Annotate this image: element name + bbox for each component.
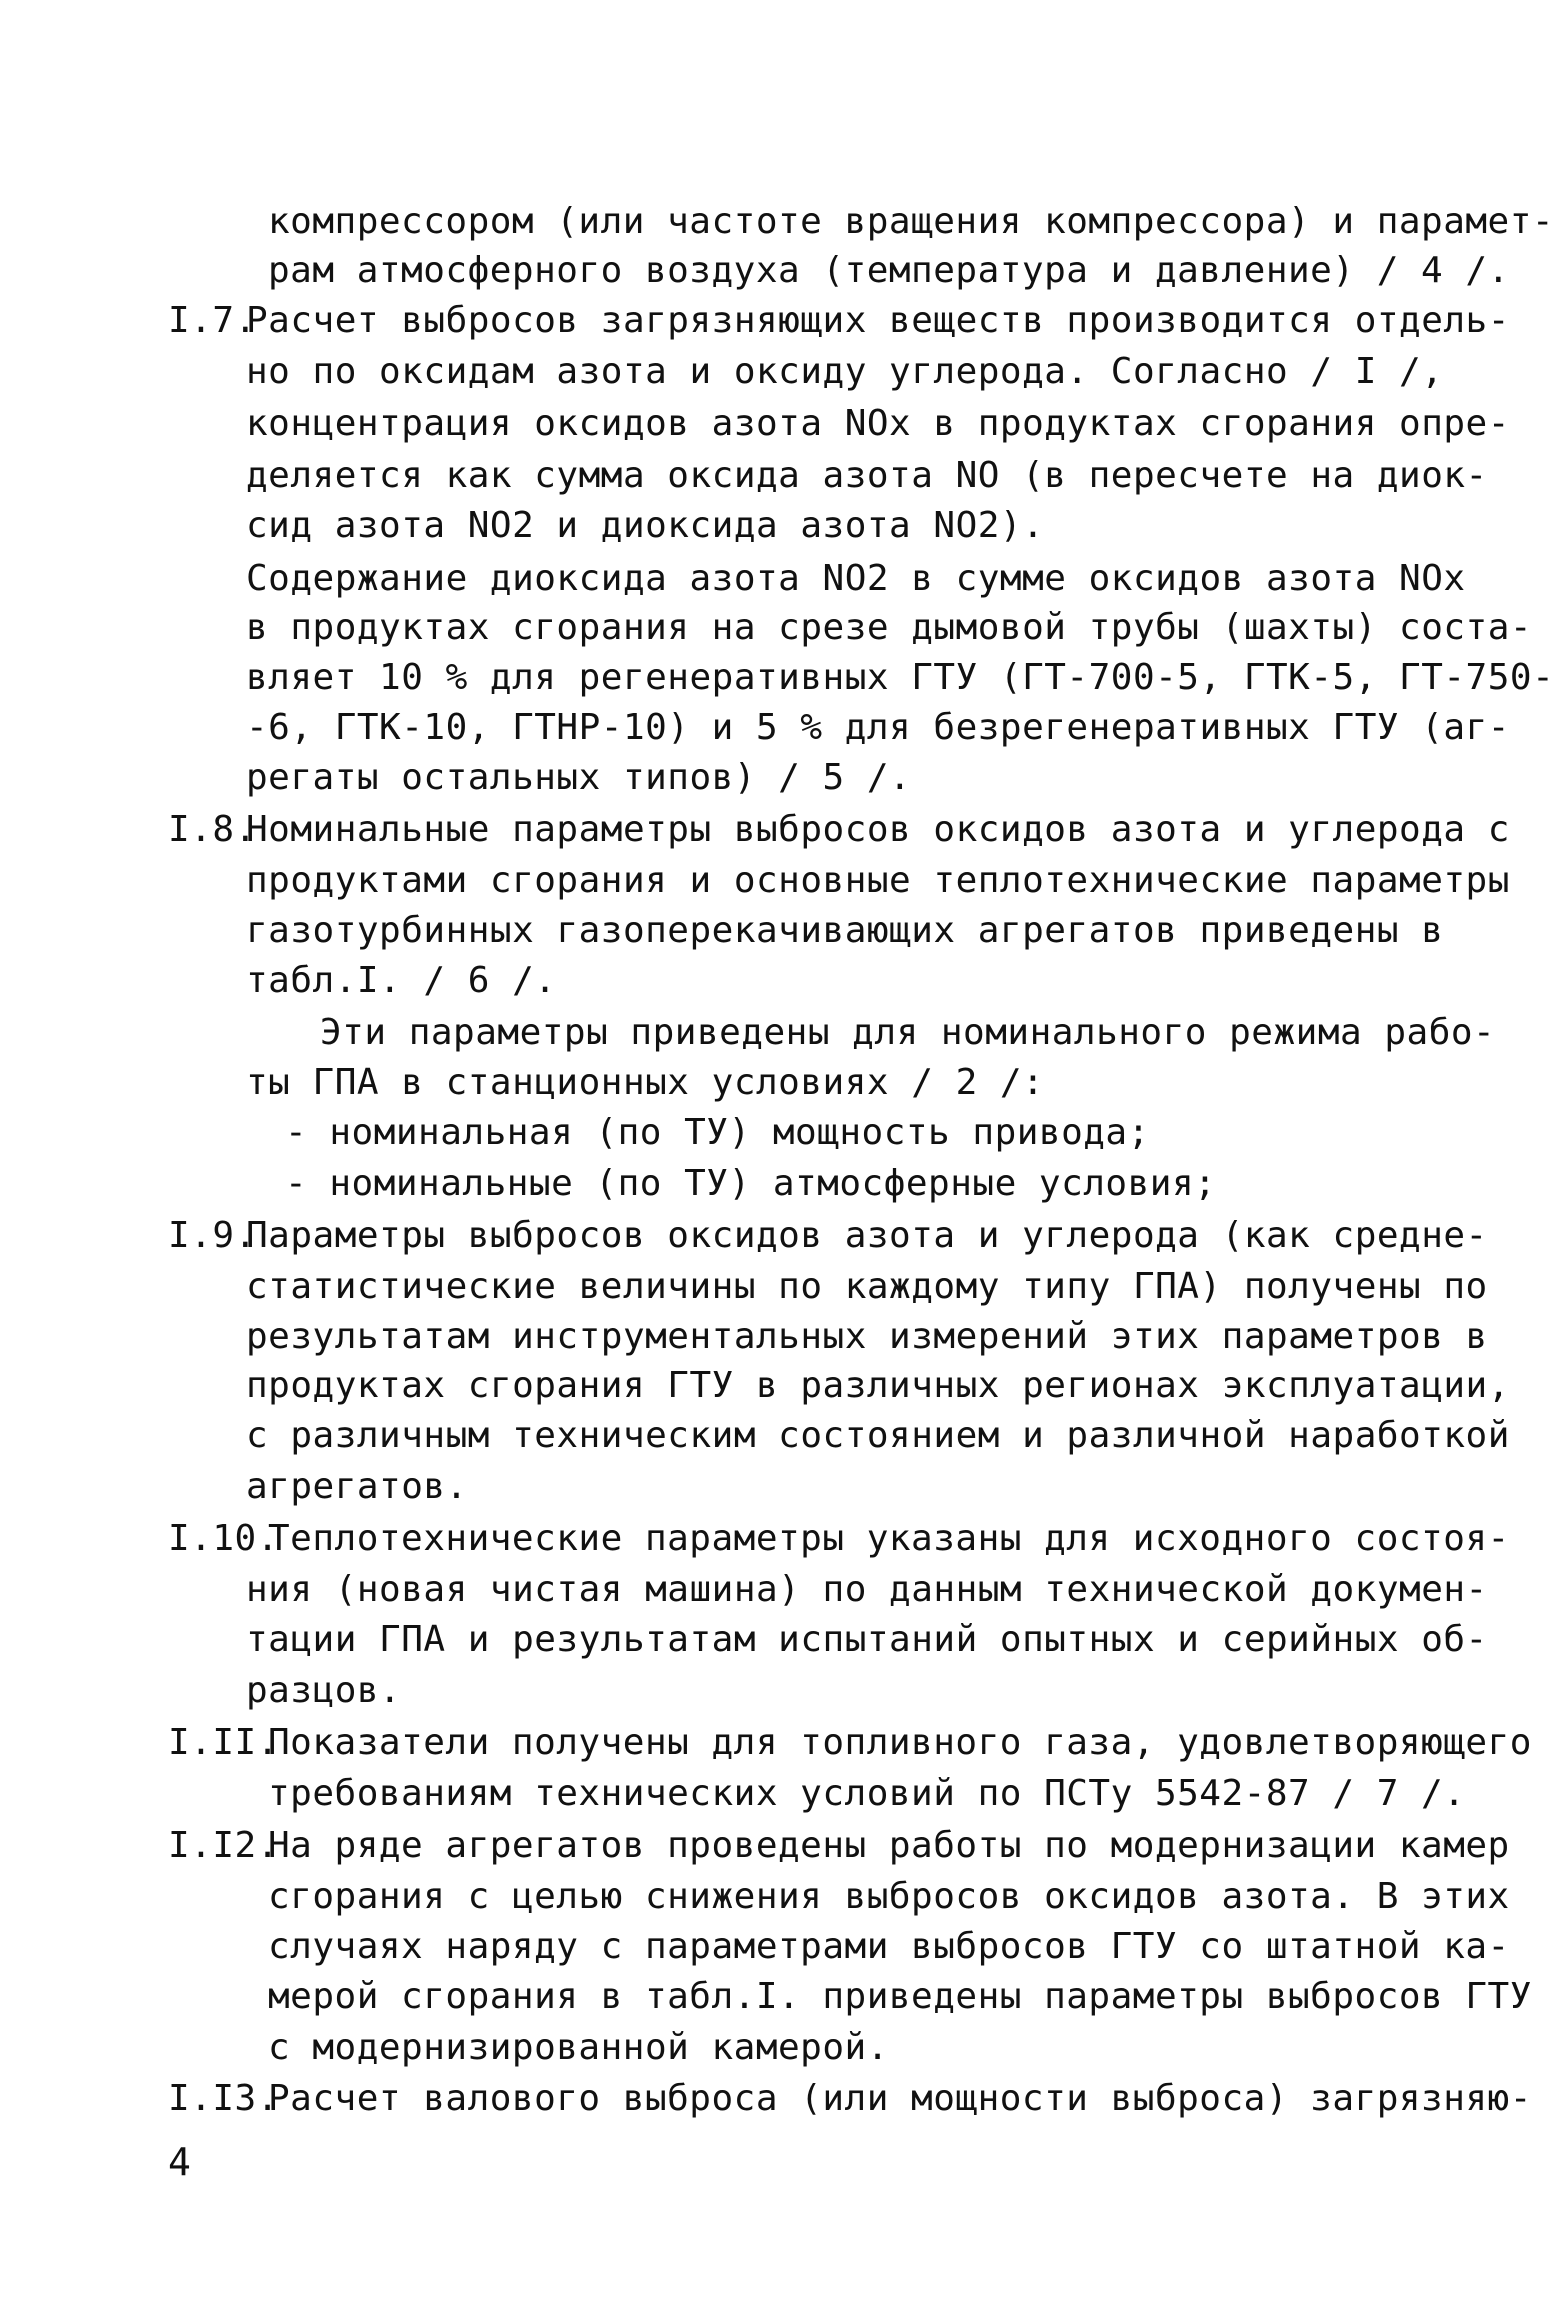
page-number: 4 — [168, 2140, 191, 2184]
line-text: Номинальные параметры выбросов оксидов азота и углерода с — [246, 809, 1510, 850]
clause-number: I.I2. — [168, 1825, 279, 1866]
line-text: сгорания с целью снижения выбросов оксидов азота. В этих — [268, 1876, 1510, 1917]
line-text: в продуктах сгорания на срезе дымовой трубы (шахты) соста- — [246, 607, 1533, 648]
line-text: статистические величины по каждому типу ГПА) получены по — [246, 1266, 1488, 1307]
line-text: агрегатов. — [246, 1466, 468, 1507]
line-text: ты ГПА в станционных условиях / 2 /: — [246, 1062, 1045, 1103]
clause-number: I.8. — [168, 809, 257, 850]
line-text: Содержание диоксида азота NO2 в сумме оксидов азота NOx — [246, 558, 1466, 599]
line-text: Теплотехнические параметры указаны для исходного состоя- — [268, 1518, 1510, 1559]
clause-number: I.I3. — [168, 2078, 279, 2119]
line-text: с различным техническим состоянием и различной наработкой — [246, 1415, 1510, 1456]
line-text: - номинальные (по ТУ) атмосферные условия; — [285, 1163, 1217, 1204]
line-text: случаях наряду с параметрами выбросов ГТУ со штатной ка- — [268, 1926, 1510, 1967]
line-text: тации ГПА и результатам испытаний опытных и серийных об- — [246, 1619, 1488, 1660]
line-text: Параметры выбросов оксидов азота и углерода (как средне- — [246, 1215, 1488, 1256]
line-text: Расчет выбросов загрязняющих веществ производится отдель- — [246, 300, 1510, 341]
line-text: разцов. — [246, 1670, 402, 1711]
line-text: продуктами сгорания и основные теплотехнические параметры — [246, 860, 1510, 901]
line-text: вляет 10 % для регенеративных ГТУ (ГТ-700-5, ГТК-5, ГТ-750- — [246, 657, 1555, 698]
clause-number: I.7. — [168, 300, 257, 341]
line-text: но по оксидам азота и оксиду углерода. Согласно / I /, — [246, 351, 1444, 392]
line-text: концентрация оксидов азота NOx в продуктах сгорания опре- — [246, 403, 1510, 444]
line-text: - номинальная (по ТУ) мощность привода; — [285, 1112, 1150, 1153]
clause-number: I.9. — [168, 1215, 257, 1256]
line-text: с модернизированной камерой. — [268, 2027, 889, 2068]
line-text: -6, ГТК-10, ГТНР-10) и 5 % для безрегенеративных ГТУ (аг- — [246, 707, 1510, 748]
line-text: табл.I. / 6 /. — [246, 960, 557, 1001]
line-text: Эти параметры приведены для номинального режима рабо- — [320, 1012, 1496, 1053]
line-text: требованиям технических условий по ПСТу 5542-87 / 7 /. — [268, 1773, 1466, 1814]
line-text: На ряде агрегатов проведены работы по модернизации камер — [268, 1825, 1510, 1866]
line-text: Показатели получены для топливного газа, удовлетворяющего — [268, 1722, 1532, 1763]
line-text: компрессором (или частоте вращения компрессора) и парамет- — [268, 201, 1555, 242]
line-text: рам атмосферного воздуха (температура и давление) / 4 /. — [268, 250, 1510, 291]
line-text: продуктах сгорания ГТУ в различных регионах эксплуатации, — [246, 1365, 1510, 1406]
line-text: сид азота NO2 и диоксида азота NO2). — [246, 505, 1045, 546]
line-text: мерой сгорания в табл.I. приведены параметры выбросов ГТУ — [268, 1976, 1532, 2017]
line-text: Расчет валового выброса (или мощности выброса) загрязняю- — [268, 2078, 1532, 2119]
line-text: результатам инструментальных измерений этих параметров в — [246, 1316, 1488, 1357]
clause-number: I.II. — [168, 1722, 279, 1763]
line-text: газотурбинных газоперекачивающих агрегатов приведены в — [246, 910, 1444, 951]
line-text: ния (новая чистая машина) по данным технической докумен- — [246, 1569, 1488, 1610]
line-text: деляется как сумма оксида азота NO (в пересчете на диок- — [246, 455, 1488, 496]
clause-number: I.10. — [168, 1518, 279, 1559]
line-text: регаты остальных типов) / 5 /. — [246, 757, 912, 798]
